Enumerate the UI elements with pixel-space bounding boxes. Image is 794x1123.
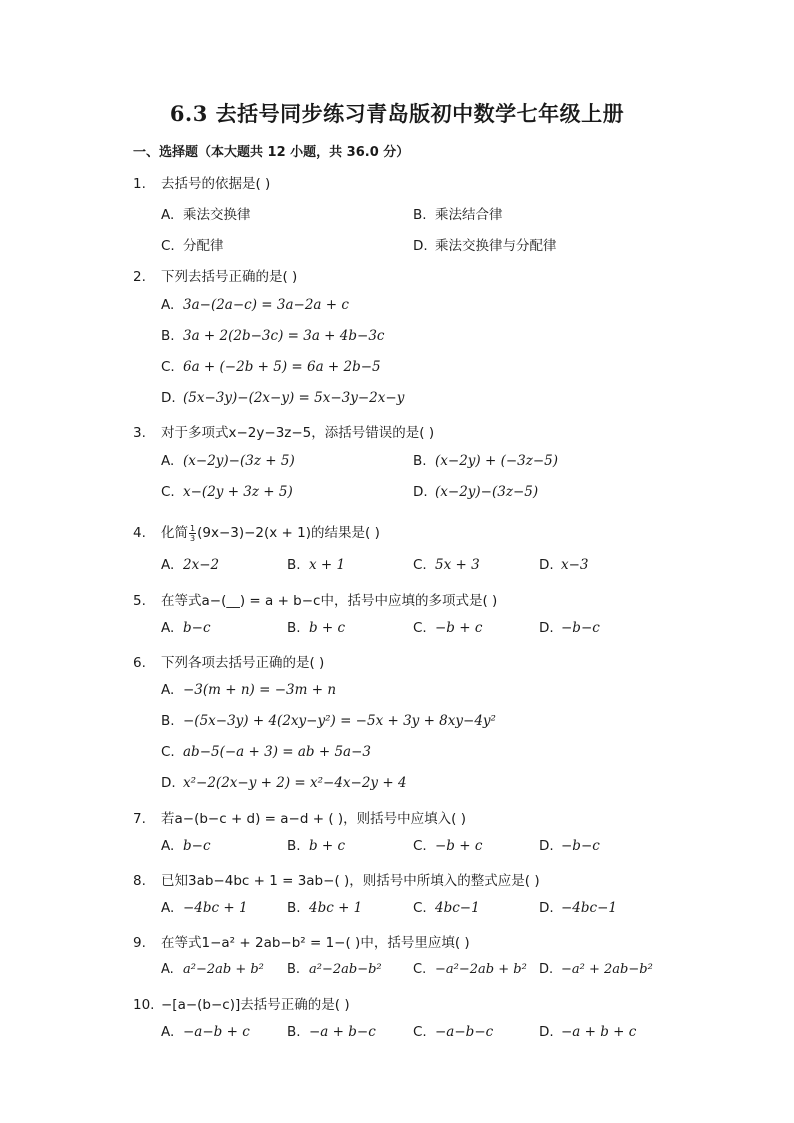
option-b[interactable]: B. b + c — [287, 838, 346, 854]
option-a[interactable]: A. −a−b + c — [161, 1024, 250, 1040]
question-2 — [133, 265, 297, 285]
option-d[interactable]: D. x²−2(2x−y + 2) = x²−4x−2y + 4 — [161, 775, 407, 791]
option-d[interactable]: D. (x−2y)−(3z−5) — [413, 484, 539, 500]
question-8 — [133, 869, 540, 889]
question-number: 5. — [133, 593, 146, 609]
option-a[interactable]: A. 乘法交换律 — [161, 207, 251, 223]
option-c[interactable]: C. x−(2y + 3z + 5) — [161, 484, 293, 500]
option-c[interactable]: C. −b + c — [413, 838, 483, 854]
option-d[interactable]: D. −4bc−1 — [539, 900, 618, 916]
option-c[interactable]: C. 分配律 — [161, 238, 224, 254]
option-b[interactable]: B. 3a + 2(2b−3c) = 3a + 4b−3c — [161, 328, 385, 344]
question-1 — [133, 172, 270, 192]
question-number: 9. — [133, 935, 146, 951]
question-4 — [133, 521, 380, 543]
option-b[interactable]: B. 乘法结合律 — [413, 207, 503, 223]
option-a[interactable]: A. −3(m + n) = −3m + n — [161, 682, 337, 698]
option-d[interactable]: D. (5x−3y)−(2x−y) = 5x−3y−2x−y — [161, 390, 405, 406]
question-10 — [133, 993, 350, 1013]
option-d[interactable]: D. −a² + 2ab−b² — [539, 962, 653, 977]
question-stem: 对于多项式x−2y−3z−5，添括号错误的是( ) — [161, 425, 435, 441]
question-3 — [133, 421, 434, 441]
page-title: 6.3 去括号同步练习青岛版初中数学七年级上册 — [169, 101, 625, 126]
question-7 — [133, 807, 466, 827]
option-d[interactable]: D. −a + b + c — [539, 1024, 637, 1040]
fraction: $\frac{1}{3}$ — [190, 523, 196, 543]
option-b[interactable]: B. x + 1 — [287, 557, 346, 573]
question-stem: 下列各项去括号正确的是( ) — [161, 655, 325, 671]
option-a[interactable]: A. b−c — [161, 838, 211, 854]
question-number: 6. — [133, 655, 146, 671]
question-number: 10. — [133, 997, 155, 1013]
option-c[interactable]: C. ab−5(−a + 3) = ab + 5a−3 — [161, 744, 371, 760]
option-a[interactable]: A. −4bc + 1 — [161, 900, 248, 916]
option-a[interactable]: A. 2x−2 — [161, 557, 220, 573]
question-stem: 去括号的依据是( ) — [161, 176, 271, 192]
option-c[interactable]: C. 5x + 3 — [413, 557, 480, 573]
question-stem: 已知3ab−4bc + 1 = 3ab−( )，则括号中所填入的整式应是( ) — [161, 873, 540, 889]
question-stem: 在等式1−a² + 2ab−b² = 1−( )中，括号里应填( ) — [161, 935, 470, 951]
question-number: 2. — [133, 269, 146, 285]
question-number: 8. — [133, 873, 146, 889]
option-a[interactable]: A. (x−2y)−(3z + 5) — [161, 453, 295, 469]
option-c[interactable]: C. −b + c — [413, 620, 483, 636]
option-d[interactable]: D. −b−c — [539, 620, 600, 636]
question-9 — [133, 931, 470, 951]
option-b[interactable]: B. (x−2y) + (−3z−5) — [413, 453, 559, 469]
question-stem-rest: (9x−3)−2(x + 1)的结果是( ) — [197, 525, 380, 541]
option-c[interactable]: C. 4bc−1 — [413, 900, 480, 916]
option-c[interactable]: C. −a²−2ab + b² — [413, 962, 527, 977]
question-5 — [133, 589, 497, 609]
option-a[interactable]: A. 3a−(2a−c) = 3a−2a + c — [161, 297, 349, 313]
question-stem: 若a−(b−c + d) = a−d + ( )，则括号中应填入( ) — [161, 811, 466, 827]
section-heading: 一、选择题（本大题共 12 小题，共 36.0 分） — [133, 145, 410, 160]
option-c[interactable]: C. −a−b−c — [413, 1024, 494, 1040]
question-stem: 化简 — [161, 525, 188, 541]
option-b[interactable]: B. −(5x−3y) + 4(2xy−y²) = −5x + 3y + 8xy−4y² — [161, 713, 496, 729]
option-d[interactable]: D. x−3 — [539, 557, 589, 573]
option-d[interactable]: D. −b−c — [539, 838, 600, 854]
question-number: 3. — [133, 425, 146, 441]
option-b[interactable]: B. −a + b−c — [287, 1024, 376, 1040]
option-b[interactable]: B. 4bc + 1 — [287, 900, 363, 916]
question-stem: 在等式a−(__) = a + b−c中，括号中应填的多项式是( ) — [161, 593, 498, 609]
option-a[interactable]: A. b−c — [161, 620, 211, 636]
option-d[interactable]: D. 乘法交换律与分配律 — [413, 238, 557, 254]
question-stem: −[a−(b−c)]去括号正确的是( ) — [161, 997, 350, 1013]
option-a[interactable]: A. a²−2ab + b² — [161, 962, 264, 977]
question-number: 1. — [133, 176, 146, 192]
question-stem: 下列去括号正确的是( ) — [161, 269, 298, 285]
question-number: 4. — [133, 525, 146, 541]
option-b[interactable]: B. b + c — [287, 620, 346, 636]
option-c[interactable]: C. 6a + (−2b + 5) = 6a + 2b−5 — [161, 359, 381, 375]
option-b[interactable]: B. a²−2ab−b² — [287, 962, 382, 977]
question-6 — [133, 651, 324, 671]
question-number: 7. — [133, 811, 146, 827]
